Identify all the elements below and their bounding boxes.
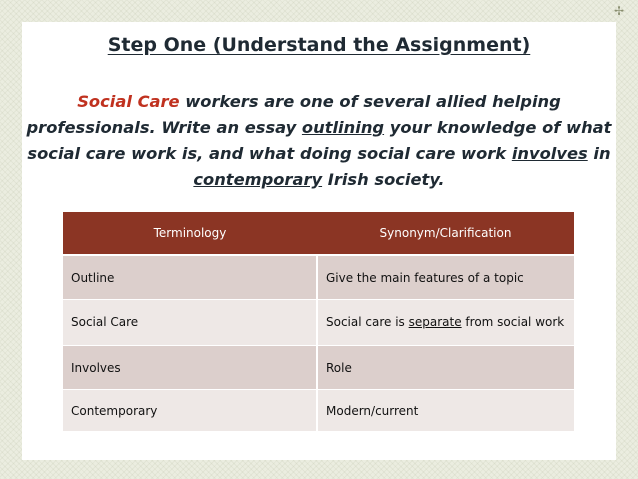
term-cell: Social Care (63, 300, 317, 346)
social-care-highlight: Social Care (77, 92, 180, 111)
table-row (63, 346, 574, 390)
definition-cell (317, 300, 574, 346)
definition-cell: Modern/current (317, 390, 574, 432)
intro-line3-a: social care work is, and what doing social care work (27, 144, 512, 163)
definition-cell: Role (317, 346, 574, 390)
terminology-table (63, 212, 574, 431)
definition-part-b: from social work (461, 315, 565, 329)
sparkle-icon: ✢ (614, 4, 625, 18)
intro-line3-b: in (587, 144, 611, 163)
intro-line4-b: Irish society. (322, 170, 445, 189)
term-cell: Contemporary (63, 390, 317, 432)
header-terminology: Terminology (63, 212, 317, 255)
intro-line2-b: your knowledge of what (384, 118, 612, 137)
assignment-text (0, 89, 638, 193)
intro-line2-a: professionals. Write an essay (26, 118, 302, 137)
definition-part-a: Social care is (326, 315, 409, 329)
term-cell: Involves (63, 346, 317, 390)
header-synonym: Synonym/Clarification (317, 212, 574, 255)
contemporary-underlined: contemporary (193, 170, 323, 189)
table-row (63, 300, 574, 346)
involves-underlined: involves (511, 144, 588, 163)
intro-line1: workers are one of several allied helping (179, 92, 561, 111)
table-header-row (63, 212, 574, 255)
separate-underlined: separate (408, 315, 462, 329)
term-cell: Outline (63, 255, 317, 300)
slide-title (0, 34, 638, 56)
outlining-underlined: outlining (301, 118, 385, 137)
table-row (63, 255, 574, 300)
table-row (63, 390, 574, 432)
definition-cell: Give the main features of a topic (317, 255, 574, 300)
slide-title-text: Step One (Understand the Assignment) (107, 34, 531, 56)
